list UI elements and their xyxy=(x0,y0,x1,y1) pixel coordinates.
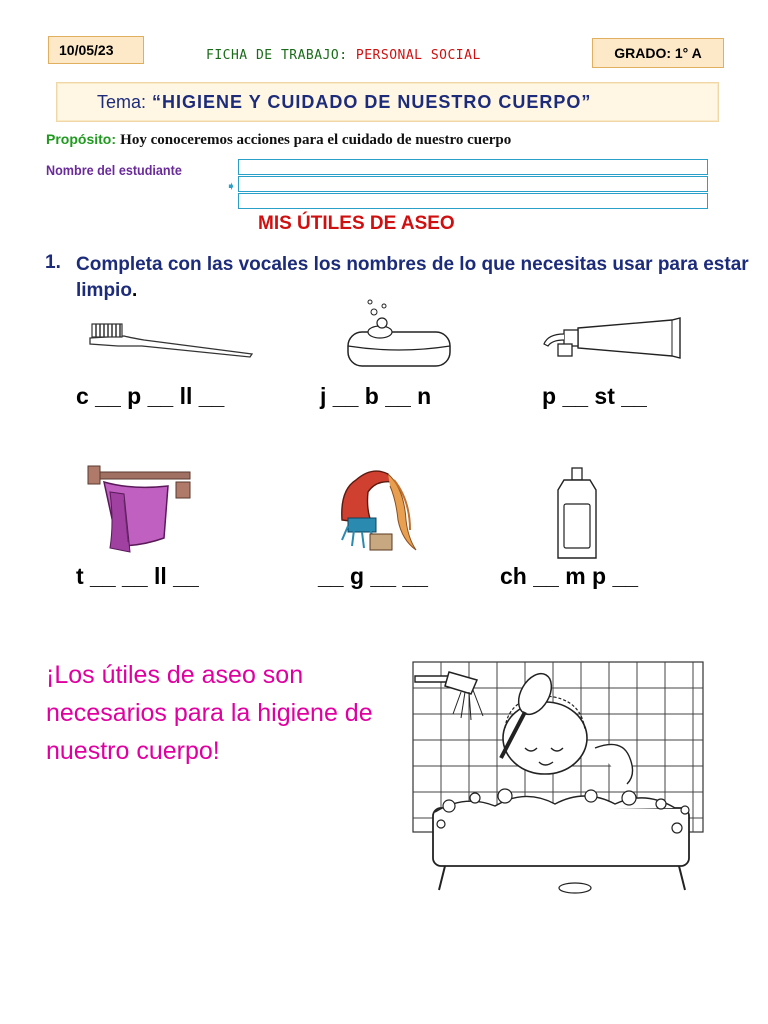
arrow-right-icon: ➧ xyxy=(226,179,237,193)
section-title: MIS ÚTILES DE ASEO xyxy=(258,213,455,234)
worksheet-label: FICHA DE TRABAJO: xyxy=(206,48,348,63)
name-line[interactable] xyxy=(238,193,708,209)
question-number: 1. xyxy=(45,252,61,273)
fill-in-word: __ g __ __ xyxy=(318,563,428,589)
theme-label: Tema: xyxy=(97,91,147,112)
question-end: . xyxy=(131,280,138,301)
student-name-field[interactable] xyxy=(238,159,710,211)
date-box xyxy=(48,36,144,64)
theme-title: “HIGIENE Y CUIDADO DE NUESTRO CUERPO” xyxy=(152,91,592,112)
fill-in-word: c __ p __ ll __ xyxy=(76,383,225,409)
toothpaste-icon xyxy=(540,314,686,362)
child-bathing-illustration-icon xyxy=(405,658,713,902)
fill-in-word: t __ __ ll __ xyxy=(76,563,199,589)
fill-in-word: j __ b __ n xyxy=(320,383,432,409)
purpose xyxy=(46,131,511,149)
fill-in-word: ch __ m p __ xyxy=(500,563,639,589)
theme-box xyxy=(56,82,719,122)
toothbrush-icon xyxy=(84,320,256,360)
soap-icon xyxy=(344,298,456,372)
grade: GRADO: 1° A xyxy=(614,45,702,61)
purpose-label: Propósito: xyxy=(46,131,116,147)
name-line[interactable] xyxy=(238,176,708,192)
question-body: Completa con las vocales los nombres de lo que necesitas usar para estar limpio xyxy=(76,254,749,301)
student-name-label: Nombre del estudiante xyxy=(46,162,182,178)
towel-icon xyxy=(84,462,196,558)
worksheet-header xyxy=(206,48,481,63)
grade-box xyxy=(592,38,724,68)
shampoo-bottle-icon xyxy=(550,466,604,562)
date: 10/05/23 xyxy=(59,42,114,58)
name-line[interactable] xyxy=(238,159,708,175)
purpose-text: Hoy conoceremos acciones para el cuidado de nuestro cuerpo xyxy=(120,132,512,148)
subject: PERSONAL SOCIAL xyxy=(355,48,481,63)
water-faucet-icon xyxy=(336,460,420,556)
question-text xyxy=(76,252,766,304)
closing-message: ¡Los útiles de aseo son necesarios para la higiene de nuestro cuerpo! xyxy=(46,661,373,765)
fill-in-word: p __ st __ xyxy=(542,383,647,409)
